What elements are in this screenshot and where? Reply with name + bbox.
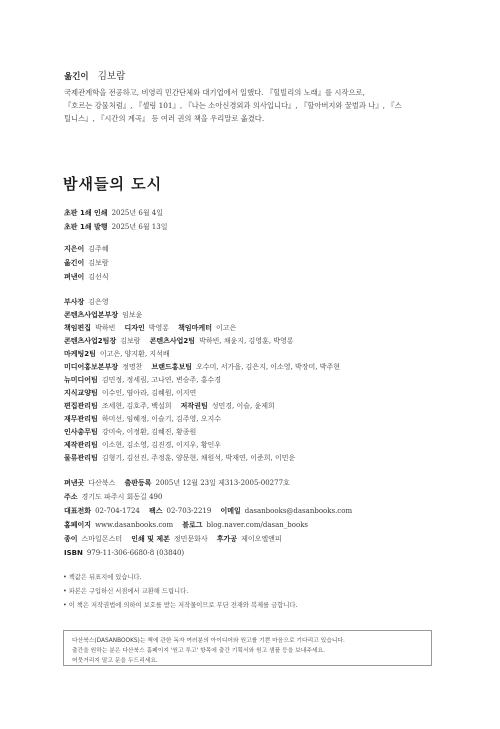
publisher-row (64, 475, 294, 485)
isbn-label: ISBN (64, 549, 83, 557)
publisher-row (64, 489, 166, 499)
staff-row (64, 346, 174, 356)
staff-label: 편집관리팀 (64, 402, 98, 410)
publisher-label: 인쇄 및 제본 (131, 535, 170, 543)
publisher-value: 스마일몬스터 (81, 535, 123, 543)
author-row (64, 241, 113, 251)
edition-value: 2025년 6월 13일 (111, 223, 168, 231)
publisher-value: 02-704-1724 (95, 507, 140, 515)
translator-row (64, 255, 113, 265)
publisher-value: 02-703-2219 (166, 507, 212, 515)
staff-value: 박하빈 (95, 324, 116, 332)
publisher-label: 출판등록 (124, 479, 152, 487)
staff-value: 강미숙, 이정환, 김혜진, 황종원 (101, 428, 197, 436)
staff-value: 하미선, 임혜정, 이슬기, 김주영, 오지수 (101, 415, 222, 423)
publisher-label: 팩스 (148, 507, 163, 515)
publisher-value: 제이오엘앤피 (241, 535, 282, 543)
homepage-value: www.dasanbooks.com (95, 521, 174, 529)
publisher-row (64, 517, 312, 527)
author-value: 김선식 (88, 273, 109, 281)
staff-label: 제작관리팀 (64, 441, 98, 449)
blog-value: blog.naver.com/dasan_books (206, 521, 309, 529)
publisher-value: 다산북스 (88, 479, 116, 487)
staff-row (64, 333, 298, 343)
note-item: • 이 책은 저작권법에 의하여 보호를 받는 저작물이므로 무단 전재와 복제를 금합니다. (63, 602, 298, 609)
staff-row (64, 424, 200, 434)
staff-label: 브랜드홍보팀 (151, 363, 193, 371)
staff-value: 박영롱 (148, 324, 170, 332)
staff-label: 콘텐츠사업본부장 (64, 311, 119, 319)
edition-row (64, 219, 171, 229)
staff-value: 성민경, 이슬, 윤제희 (211, 402, 275, 410)
email-value: dasanbooks@dasanbooks.com (244, 507, 353, 515)
staff-value: 이소현, 김소영, 김진경, 이지우, 황인우 (101, 441, 222, 449)
publisher-label: 후가공 (216, 535, 238, 543)
staff-row (64, 359, 344, 369)
staff-value: 이고은 (215, 324, 237, 332)
staff-row (64, 307, 146, 317)
staff-row (64, 450, 299, 460)
staff-label: 뉴미디어팀 (64, 376, 98, 384)
contact-box-line: 머뭇거리지 말고 문을 두드리세요. (72, 658, 158, 664)
author-value: 김보람 (88, 259, 109, 267)
translator-name: 김보람 (97, 71, 126, 82)
edition-label: 초판 1쇄 발행 (64, 223, 108, 231)
staff-label: 콘텐츠사업2팀 (149, 337, 196, 345)
contact-box-line: 출간을 원하는 분은 다산북스 홈페이지 '원고 투고' 항목에 출간 기획서와 원고 샘플 등을 보내주세요. (72, 648, 325, 654)
staff-label: 책임편집 (64, 324, 92, 332)
publisher-label: 펴낸곳 (64, 479, 85, 487)
contact-box (63, 630, 432, 666)
contact-box-line: 다산북스(DASANBOOKS)는 책에 관한 독자 여러분의 아이디어와 원고를 기쁜 마음으로 기다리고 있습니다. (72, 638, 345, 644)
staff-value: 김민정, 정세림, 고나연, 변승주, 홍수경 (101, 376, 222, 384)
staff-label: 콘텐츠사업2팀장 (64, 337, 117, 345)
book-title: 밤새들의 도시 (63, 175, 163, 193)
publisher-label: 홈페이지 (64, 521, 92, 529)
staff-label: 마케팅2팀 (64, 350, 96, 358)
publisher-label: 이메일 (220, 507, 241, 515)
staff-value: 이고은, 양지환, 지석배 (99, 350, 170, 358)
publisher-value: 경기도 파주시 회동길 490 (81, 493, 163, 501)
staff-row (64, 294, 113, 304)
staff-row (64, 437, 225, 447)
translator-bio-line: 국제관계학을 전공하고, 비영리 민간단체와 대기업에서 일했다. 『힐빌리의 노래』를 시작으로, (64, 88, 365, 97)
publisher-value: 2005년 12월 23일 제313-2005-00277호 (155, 479, 290, 487)
author-label: 옮긴이 (64, 259, 85, 267)
staff-label: 재무관리팀 (64, 415, 98, 423)
translator-bio-line: 틸니스』, 『시간의 계곡』 등 여러 권의 책을 우리말로 옮겼다. (64, 114, 265, 123)
translator-heading (64, 64, 125, 83)
staff-row (64, 398, 279, 408)
publisher-row (64, 503, 356, 513)
note-item: • 책값은 뒤표지에 있습니다. (63, 574, 142, 581)
staff-value: 김은영 (88, 298, 109, 306)
staff-value: 김형기, 김선진, 주정훈, 양문현, 채원석, 박재연, 이준희, 이민운 (101, 454, 296, 462)
publisher-label: 블로그 (182, 521, 203, 529)
edition-row (64, 205, 167, 215)
staff-row (64, 372, 225, 382)
publisher-label: 종이 (64, 535, 78, 543)
publisher-label: 대표전화 (64, 507, 92, 515)
translator-bio (64, 86, 444, 125)
staff-label: 책임마케터 (178, 324, 212, 332)
staff-label: 인사총무팀 (64, 428, 98, 436)
staff-row (64, 320, 240, 330)
publisher-value: 정민문화사 (173, 535, 208, 543)
staff-value: 임보윤 (122, 311, 143, 319)
publisher-label: 주소 (64, 493, 78, 501)
staff-value: 정명찬 (122, 363, 143, 371)
staff-label: 지식교양팀 (64, 389, 98, 397)
publisher-person-row (64, 269, 113, 279)
staff-value: 이수인, 염아라, 김혜원, 이지연 (101, 389, 197, 397)
staff-label: 부사장 (64, 298, 85, 306)
staff-label: 물류관리팀 (64, 454, 98, 462)
staff-row (64, 411, 225, 421)
author-value: 김주혜 (88, 245, 109, 253)
staff-label: 저작권팀 (180, 402, 208, 410)
staff-value: 김보람 (120, 337, 141, 345)
edition-label: 초판 1쇄 인쇄 (64, 209, 108, 217)
author-label: 지은이 (64, 245, 85, 253)
staff-value: 조세현, 김호주, 백설희 (101, 402, 172, 410)
staff-value: 오수미, 서가을, 김은지, 이소영, 박장미, 박주현 (196, 363, 341, 371)
publisher-row (64, 531, 286, 541)
note-item: • 파본은 구입하신 서점에서 교환해 드립니다. (63, 588, 189, 595)
translator-label: 옮긴이 (64, 72, 89, 82)
author-label: 펴낸이 (64, 273, 85, 281)
isbn-row (64, 545, 188, 555)
staff-label: 미디어홍보본부장 (64, 363, 119, 371)
staff-value: 박하빈, 채윤지, 김영훈, 박영롱 (199, 337, 294, 345)
edition-value: 2025년 6월 4일 (111, 209, 164, 217)
translator-bio-line: 『호르는 강물처럼』, 『셀링 101』, 『나는 소아신경외과 의사입니다』, 『할아버지와 꿀벌과 나』, 『스 (64, 101, 402, 110)
staff-label: 디자인 (124, 324, 145, 332)
isbn-value: 979-11-306-6680-8 (03840) (86, 549, 185, 557)
